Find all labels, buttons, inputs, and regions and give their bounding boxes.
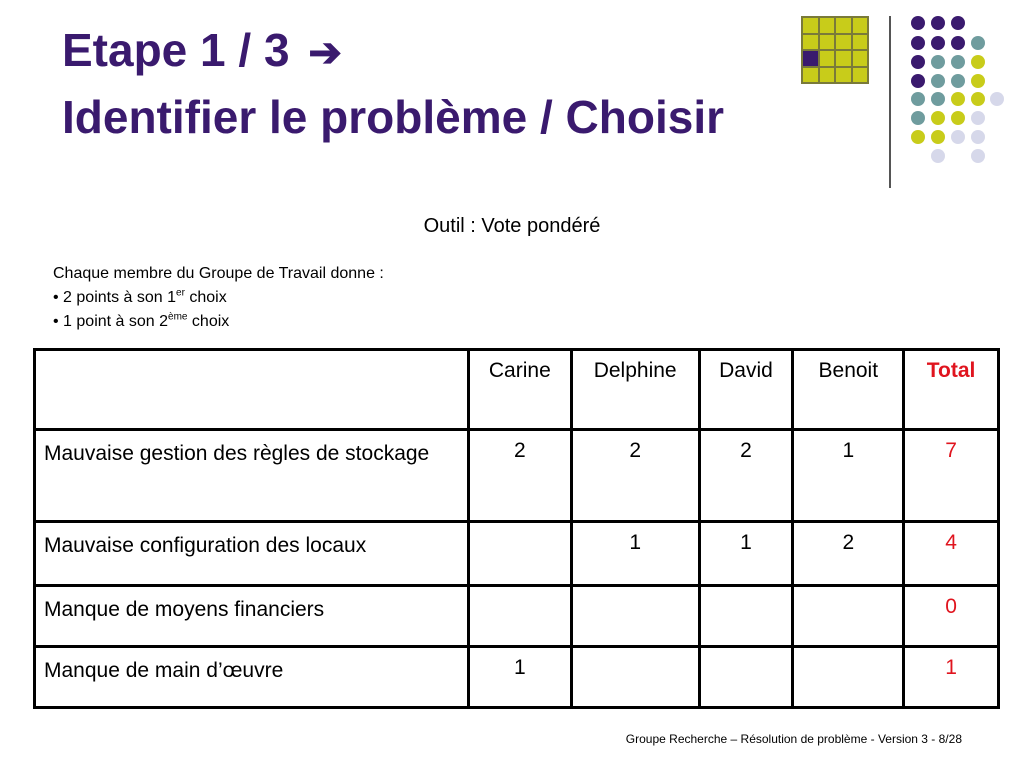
grid-decoration-icon (801, 16, 869, 84)
row-label: Manque de main d’œuvre (35, 647, 469, 708)
table-header-row (35, 350, 999, 430)
divider-line (889, 16, 891, 188)
cell-delphine (571, 586, 699, 647)
header-carine: Carine (468, 350, 571, 430)
title-step: Etape 1 / 3 (62, 24, 290, 76)
slide-footer: Groupe Recherche – Résolution de problème - Version 3 - 8/28 (625, 732, 962, 746)
row-label: Mauvaise configuration des locaux (35, 522, 469, 586)
table-row (35, 430, 999, 522)
cell-benoit: 2 (793, 522, 904, 586)
cell-carine (468, 586, 571, 647)
bullet-second-choice: • 1 point à son 2ème choix (53, 311, 230, 330)
cell-carine: 2 (468, 430, 571, 522)
arrow-right-icon: ➔ (308, 31, 342, 75)
cell-delphine: 1 (571, 522, 699, 586)
cell-carine (468, 522, 571, 586)
bullet-first-choice: • 2 points à son 1er choix (53, 287, 227, 306)
tool-label: Outil : Vote pondéré (423, 215, 601, 237)
cell-david (699, 647, 793, 708)
cell-benoit: 1 (793, 430, 904, 522)
slide-title (62, 18, 724, 149)
row-label: Mauvaise gestion des règles de stockage (35, 430, 469, 522)
header-david: David (699, 350, 793, 430)
cell-delphine: 2 (571, 430, 699, 522)
cell-total: 0 (904, 586, 999, 647)
cell-total: 1 (904, 647, 999, 708)
header-delphine: Delphine (571, 350, 699, 430)
cell-david: 2 (699, 430, 793, 522)
cell-david: 1 (699, 522, 793, 586)
cell-david (699, 586, 793, 647)
header-benoit: Benoit (793, 350, 904, 430)
cell-delphine (571, 647, 699, 708)
cell-total: 4 (904, 522, 999, 586)
intro-text (53, 262, 384, 334)
table-row (35, 522, 999, 586)
cell-total: 7 (904, 430, 999, 522)
header-empty (35, 350, 469, 430)
table-row (35, 647, 999, 708)
cell-benoit (793, 586, 904, 647)
header-total: Total (904, 350, 999, 430)
cell-carine: 1 (468, 647, 571, 708)
row-label: Manque de moyens financiers (35, 586, 469, 647)
cell-benoit (793, 647, 904, 708)
vote-table (33, 348, 1000, 709)
title-subtitle: Identifier le problème / Choisir (62, 91, 725, 143)
table-row (35, 586, 999, 647)
intro-line: Chaque membre du Groupe de Travail donne : (53, 265, 384, 282)
